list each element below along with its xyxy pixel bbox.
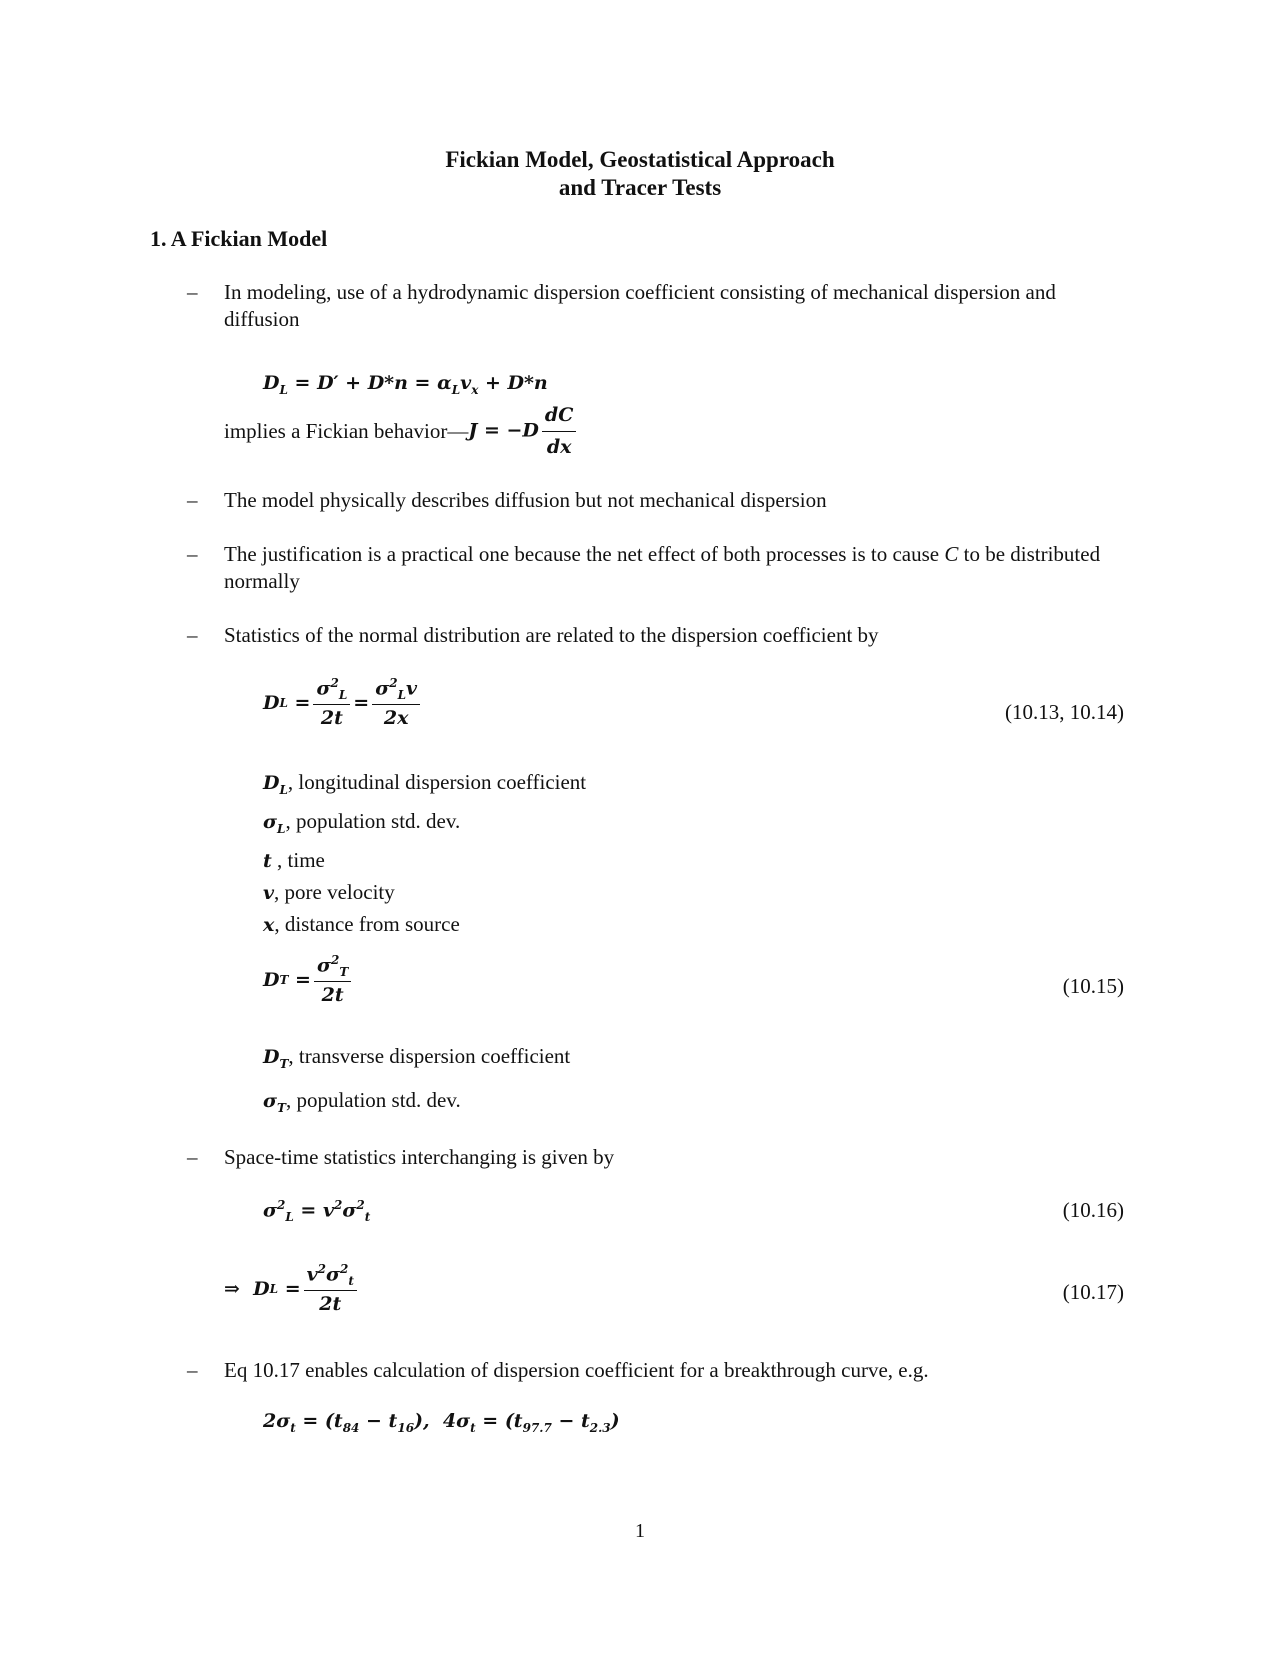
bullet-text-3: The justification is a practical one because the net effect of both processes is to cause C to be distributed normally	[224, 542, 1101, 593]
variable-c: C	[944, 542, 959, 566]
page-number: 1	[635, 1520, 645, 1542]
bullet-dash: –	[187, 1358, 198, 1382]
definition-v: v, pore velocity	[263, 879, 395, 904]
definition-sigma-t: $\sigma_T$, population std. dev.	[263, 1087, 461, 1115]
definition-x: x, distance from source	[263, 911, 460, 936]
definitions-longitudinal	[263, 767, 586, 941]
document-title-line2: and Tracer Tests	[558, 175, 722, 200]
definition-sigma-l: $\sigma_L$, population std. dev.	[263, 808, 461, 836]
fickian-behavior-line	[224, 402, 579, 461]
equation-longitudinal-dispersion: D L = $\frac{\sigma^2_L}{2t}$ = $\frac{\sigma^2_Lv}{2x}$	[263, 676, 423, 729]
equation-number-10-17: (10.17)	[1062, 1280, 1124, 1304]
bullet-dash: –	[187, 623, 198, 647]
equation-number-10-13-10-14: (10.13, 10.14)	[1005, 700, 1124, 724]
definition-t: t , time	[263, 847, 325, 872]
equation-breakthrough-sigma: $2\sigma_t = (t_{84} - t_{16})$, $4\sigma_t = (t_{97.7} - t_{2.3})$	[263, 1410, 620, 1435]
bullet-text-6: Eq 10.17 enables calculation of dispersion coefficient for a breakthrough curve, e.g.	[224, 1358, 929, 1382]
equation-space-time-interchange: $\sigma^2_L = v^2\sigma^2_t$	[263, 1198, 371, 1225]
document-title-line1: Fickian Model, Geostatistical Approach	[445, 147, 835, 172]
definition-dt: $D_T$, transverse dispersion coefficient	[263, 1044, 571, 1071]
equation-number-10-15: (10.15)	[1062, 974, 1124, 998]
definition-dl: $D_L$, longitudinal dispersion coefficient	[263, 770, 587, 797]
definitions-transverse	[263, 1038, 570, 1126]
bullet-text-4: Statistics of the normal distribution are related to the dispersion coefficient by	[224, 623, 879, 647]
bullet-dash: –	[187, 488, 198, 512]
bullet-dash: –	[187, 280, 198, 304]
bullet-dash: –	[187, 1145, 198, 1169]
section-heading: 1. A Fickian Model	[150, 226, 328, 251]
bullet-text-5: Space-time statistics interchanging is given by	[224, 1145, 615, 1169]
bullet-text-1: In modeling, use of a hydrodynamic dispersion coefficient consisting of mechanical dispersion and diffusion	[224, 280, 1056, 331]
equation-number-10-16: (10.16)	[1062, 1198, 1124, 1222]
equation-hydrodynamic-dispersion: $D_L = D' + D*n = \alpha_Lv_x + D*n$	[263, 372, 548, 397]
bullet-dash: –	[187, 542, 198, 566]
fickian-behavior-text: implies a Fickian behavior—	[224, 419, 469, 443]
equation-transverse-dispersion: D T = $\frac{\sigma^2_T}{2t}$	[263, 953, 354, 1006]
equation-dl-from-time-variance: ⇒ D L = $\frac{v^2\sigma^2_t}{2t}$	[224, 1262, 360, 1315]
equation-fick-law: J = −D $\frac{dC}{dx}$	[468, 402, 579, 461]
bullet-text-2: The model physically describes diffusion but not mechanical dispersion	[224, 488, 827, 512]
